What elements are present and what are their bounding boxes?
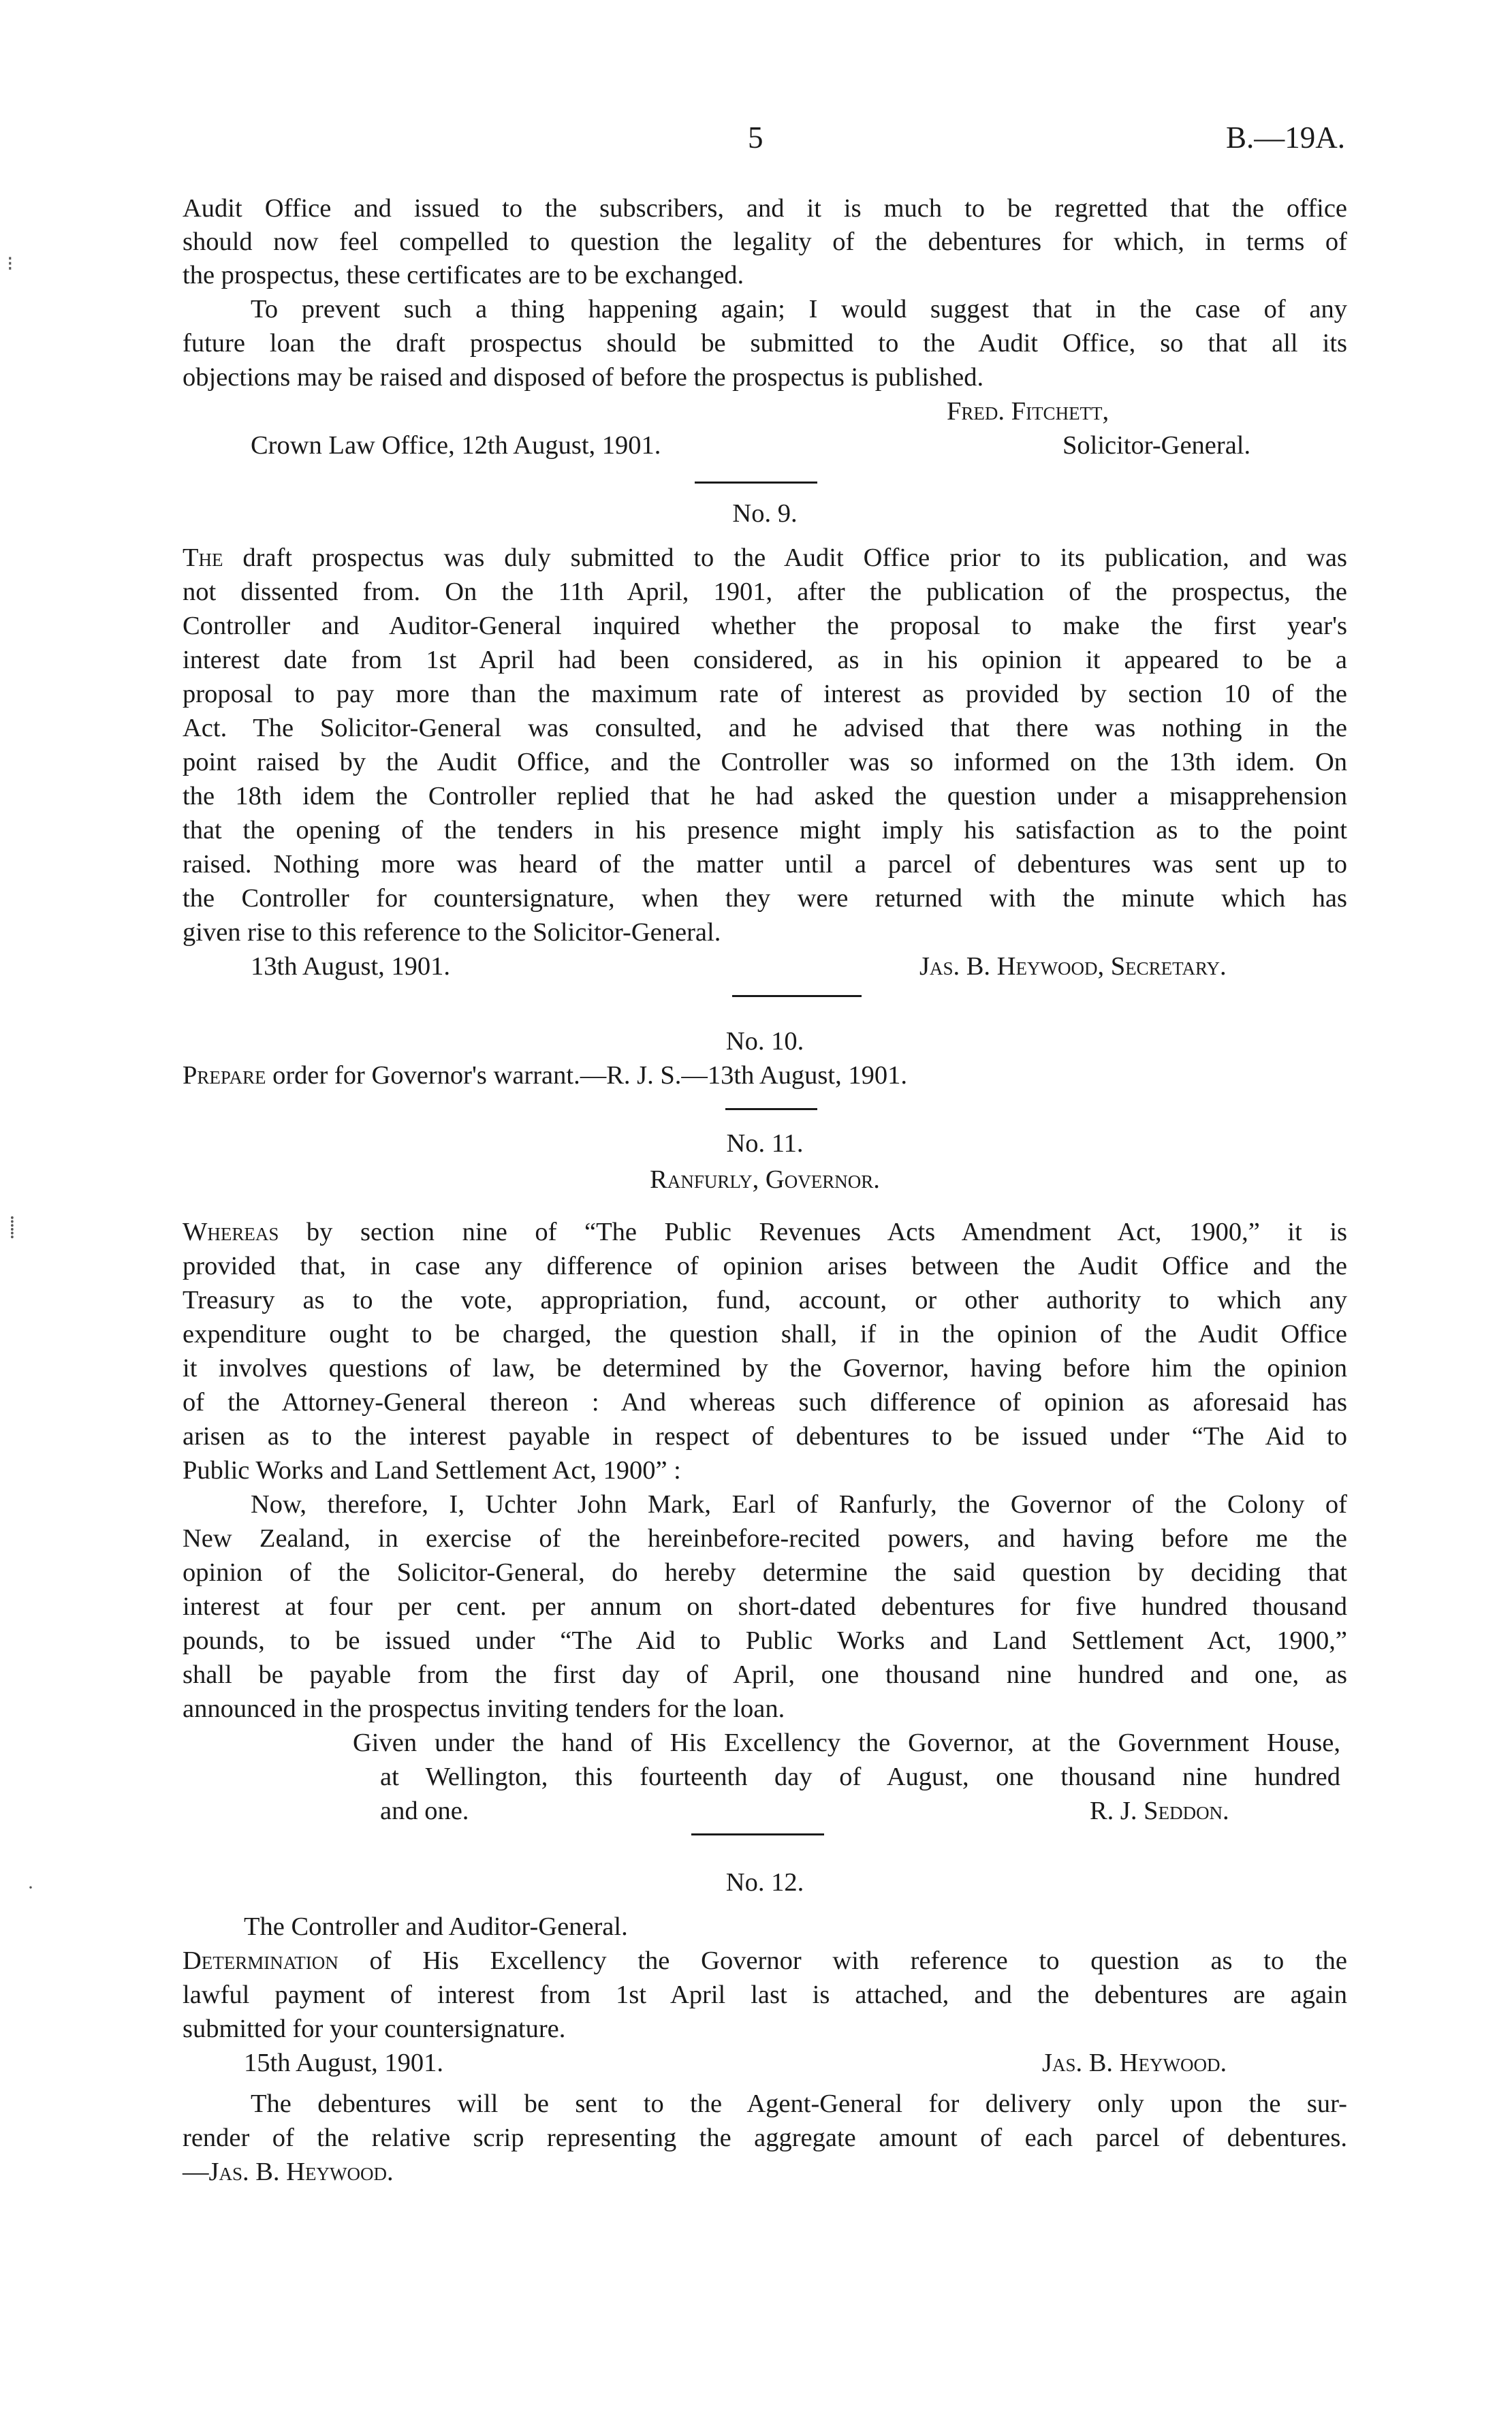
text-line: the 18th idem the Controller replied that he had asked the question under a misapprehension bbox=[183, 782, 1347, 810]
text-line: Public Works and Land Settlement Act, 1900” : bbox=[183, 1456, 681, 1485]
text-run: by section nine of “The Public Revenues Acts Amendment Act, 1900,” it is bbox=[279, 1218, 1347, 1246]
section-divider bbox=[695, 482, 817, 484]
section-heading: No. 11. bbox=[726, 1129, 804, 1158]
section-heading: No. 12. bbox=[725, 1868, 804, 1897]
text-line: pounds, to be issued under “The Aid to Public Works and Land Settlement Act, 1900,” bbox=[183, 1626, 1347, 1655]
section-heading: No. 10. bbox=[725, 1027, 804, 1056]
text-line: given rise to this reference to the Solicitor-General. bbox=[183, 918, 721, 947]
text-line: future loan the draft prospectus should be submitted to the Audit Office, so that all its bbox=[183, 329, 1347, 358]
date: 13th August, 1901. bbox=[251, 952, 451, 981]
lead-word: The bbox=[183, 543, 223, 572]
place-date: Crown Law Office, 12th August, 1901. bbox=[251, 431, 661, 460]
text-line: Act. The Solicitor-General was consulted, and he advised that there was nothing in the bbox=[183, 714, 1347, 742]
text-line: New Zealand, in exercise of the hereinbefore-recited powers, and having before me the bbox=[183, 1524, 1347, 1553]
text-run: order for Governor's warrant.—R. J. S.—13th August, 1901. bbox=[266, 1061, 907, 1090]
text-line: raised. Nothing more was heard of the matter until a parcel of debentures was sent up to bbox=[183, 850, 1347, 879]
text-line: lawful payment of interest from 1st April last is attached, and the debentures are again bbox=[183, 1981, 1347, 2009]
page-header bbox=[0, 120, 1512, 161]
section-heading: No. 9. bbox=[732, 499, 798, 528]
text-line bbox=[183, 1944, 1347, 1978]
text-line: Treasury as to the vote, appropriation, fund, account, or other authority to which any bbox=[183, 1286, 1347, 1314]
text-line: provided that, in case any difference of opinion arises between the Audit Office and the bbox=[183, 1252, 1347, 1280]
text-line: Controller and Auditor-General inquired whether the proposal to make the first year's bbox=[183, 612, 1347, 640]
text-line: interest date from 1st April had been considered, as in his opinion it appeared to be a bbox=[183, 646, 1347, 674]
text-line: shall be payable from the first day of April, one thousand nine hundred and one, as bbox=[183, 1660, 1347, 1689]
text-line: Given under the hand of His Excellency the Governor, at the Government House, bbox=[353, 1729, 1340, 1757]
signature: R. J. Seddon. bbox=[1090, 1797, 1229, 1825]
text-run: of His Excellency the Governor with reference to question as to the bbox=[338, 1946, 1347, 1975]
text-line: should now feel compelled to question the legality of the debentures for which, in terms of bbox=[183, 227, 1347, 256]
signature: —Jas. B. Heywood. bbox=[183, 2158, 394, 2186]
text-line: not dissented from. On the 11th April, 1901, after the publication of the prospectus, the bbox=[183, 578, 1347, 606]
section-divider bbox=[725, 1108, 817, 1110]
signature: Jas. B. Heywood. bbox=[1042, 2049, 1227, 2077]
lead-word: Whereas bbox=[183, 1218, 279, 1246]
text-line: expenditure ought to be charged, the question shall, if in the opinion of the Audit Office bbox=[183, 1320, 1347, 1349]
scan-mark: · bbox=[27, 1876, 34, 1899]
date: 15th August, 1901. bbox=[244, 2049, 444, 2077]
text-line bbox=[183, 541, 1347, 575]
text-line: render of the relative scrip representing the aggregate amount of each parcel of debentures. bbox=[183, 2124, 1347, 2152]
text-line: of the Attorney-General thereon : And whereas such difference of opinion as aforesaid has bbox=[183, 1388, 1347, 1417]
signature: Jas. B. Heywood, Secretary. bbox=[919, 952, 1227, 981]
text-line: arisen as to the interest payable in respect of debentures to be issued under “The Aid to bbox=[183, 1422, 1347, 1451]
text-run: draft prospectus was duly submitted to the Audit Office prior to its publication, and was bbox=[223, 543, 1347, 572]
text-line: that the opening of the tenders in his presence might imply his satisfaction as to the point bbox=[183, 816, 1347, 845]
text-line: objections may be raised and disposed of before the prospectus is published. bbox=[183, 363, 984, 392]
text-line: To prevent such a thing happening again; I would suggest that in the case of any bbox=[251, 295, 1347, 324]
scan-mark: ⁝ bbox=[7, 253, 14, 275]
text-line: and one. bbox=[380, 1797, 469, 1825]
text-line: Audit Office and issued to the subscribers, and it is much to be regretted that the office bbox=[183, 194, 1347, 223]
text-line: point raised by the Audit Office, and the Controller was so informed on the 13th idem. On bbox=[183, 748, 1347, 776]
text-line: submitted for your countersignature. bbox=[183, 2015, 566, 2043]
text-line: the prospectus, these certificates are to be exchanged. bbox=[183, 261, 744, 289]
text-line: at Wellington, this fourteenth day of August, one thousand nine hundred bbox=[380, 1763, 1340, 1791]
section-divider bbox=[691, 1833, 824, 1835]
text-line: it involves questions of law, be determined by the Governor, having before him the opinion bbox=[183, 1354, 1347, 1383]
parliamentary-paper-reference: B.—19A. bbox=[1225, 121, 1345, 155]
page-number: 5 bbox=[748, 121, 763, 155]
text-line: Now, therefore, I, Uchter John Mark, Earl of Ranfurly, the Governor of the Colony of bbox=[251, 1490, 1347, 1519]
section-subheading: Ranfurly, Governor. bbox=[650, 1165, 880, 1194]
text-line: The debentures will be sent to the Agent-General for delivery only upon the sur- bbox=[251, 2089, 1347, 2118]
text-line: proposal to pay more than the maximum rate of interest as provided by section 10 of the bbox=[183, 680, 1347, 708]
text-line bbox=[183, 1216, 1347, 1249]
section-divider bbox=[732, 995, 862, 997]
scan-mark: ⸽ bbox=[10, 1216, 15, 1239]
signatory-title: Solicitor-General. bbox=[1062, 431, 1251, 460]
lead-word: Determination bbox=[183, 1946, 338, 1975]
text-line: the Controller for countersignature, when they were returned with the minute which has bbox=[183, 884, 1347, 913]
addressee: The Controller and Auditor-General. bbox=[244, 1912, 628, 1941]
text-line bbox=[183, 1059, 1347, 1092]
text-line: announced in the prospectus inviting tenders for the loan. bbox=[183, 1694, 785, 1723]
text-line: opinion of the Solicitor-General, do hereby determine the said question by deciding that bbox=[183, 1558, 1347, 1587]
text-line: interest at four per cent. per annum on short-dated debentures for five hundred thousand bbox=[183, 1592, 1347, 1621]
lead-word: Prepare bbox=[183, 1061, 266, 1090]
signatory-name: Fred. Fitchett, bbox=[947, 397, 1109, 426]
